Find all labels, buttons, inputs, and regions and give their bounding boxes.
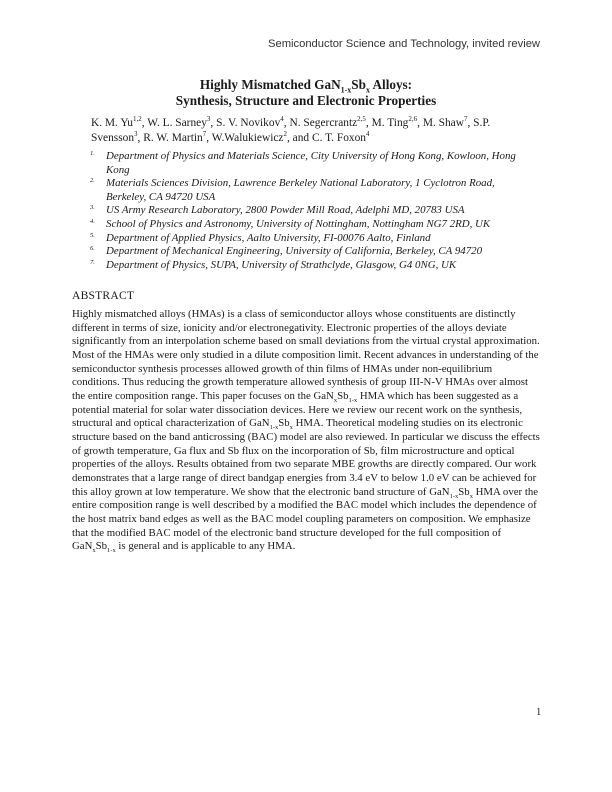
abstract-body: Highly mismatched alloys (HMAs) is a class of semiconductor alloys whose constituents are distinctly different in terms of size, ionicity and/or electronegativity. Electronic properties of the alloys deviate significantly from an interpolation scheme based on small deviations from the virtual crystal approximation. Most of the HMAs were only studied in a dilute composition limit. Recent advances in understanding of the semiconductor synthesis processes allowed growth of thin films of HMAs under non-equilibrium conditions. Thus reducing the growth temperature allowed synthesis of group III-N-V HMAs over almost the entire composition range. This paper focuses on the $GaN_xSb_{1-x}$ HMA which has been suggested as a potential material for solar water dissociation devices. Here we review our recent work on the synthesis, structural and optical characterization of $GaN_{1-x}Sb_x$ HMA. Theoretical modeling studies on its electronic structure based on the band anticrossing (BAC) model are also reviewed. In particular we discuss the effects of growth temperature, Ga flux and Sb flux on the incorporation of Sb, film microstructure and optical properties of the alloys. Results obtained from two separate MBE growths are directly compared. Our work demonstrates that a large range of direct bandgap energies from 3.4 eV to below 1.0 eV can be achieved for this alloy grown at low temperature. We show that the electronic band structure of $GaN_{1-x}Sb_x$ HMA over the entire composition range is well described by a modified the BAC model which includes the dependence of the host matrix band edges as well as the BAC model coupling parameters on composition. We emphasize that the modified BAC model of the electronic band structure developed for the full composition of $GaN_xSb_{1-x}$ is general and is applicable to any HMA. <box>72 308 540 555</box>
affiliation-item <box>90 259 530 273</box>
abstract-heading: ABSTRACT <box>72 289 135 302</box>
affiliation-number: 3. <box>90 204 95 212</box>
affiliation-number: 7. <box>90 258 95 266</box>
affiliation-item <box>90 232 530 246</box>
affiliation-item <box>90 177 530 204</box>
affiliation-number: 5. <box>90 231 95 239</box>
running-header: Semiconductor Science and Technology, invited review <box>268 38 540 50</box>
affiliation-text: Department of Mechanical Engineering, University of California, Berkeley, CA 94720 <box>106 245 483 258</box>
page-number: 1 <box>536 707 542 718</box>
affiliation-item <box>90 218 530 232</box>
affiliation-number: 4. <box>90 217 95 225</box>
author-list: K. M. Yu$^{1,2}$, W. L. Sarney$^3$, S. V. Novikov$^4$, N. Segercrantz$^{2,5}$, M. Ting$^{2,6}$, M. Shaw$^7$, S.P. Svensson$^3$, R. W. Martin$^7$, W.Walukiewicz$^2$, and C. T. Foxon$^4$ <box>91 115 491 144</box>
affiliation-item <box>90 150 530 177</box>
affiliation-text: Materials Sciences Division, Lawrence Berkeley National Laboratory, 1 Cyclotron Road, Berkeley, CA 94720 USA <box>106 177 495 203</box>
affiliation-text: Department of Applied Physics, Aalto University, FI-00076 Aalto, Finland <box>106 231 431 244</box>
affiliation-text: Department of Physics and Materials Science, City University of Hong Kong, Kowloon, Hong Kong <box>106 150 516 176</box>
affiliation-text: Department of Physics, SUPA, University of Strathclyde, Glasgow, G4 0NG, UK <box>106 258 457 271</box>
affiliation-text: US Army Research Laboratory, 2800 Powder Mill Road, Adelphi MD, 20783 USA <box>106 204 465 217</box>
affiliation-number: 1. <box>90 150 95 157</box>
affiliation-number: 2. <box>90 177 95 185</box>
paper-title <box>0 77 612 109</box>
affiliation-item <box>90 204 530 218</box>
affiliation-list <box>90 150 530 272</box>
title-line-1: Highly Mismatched $GaN_{1-x}Sb_x$ Alloys: <box>199 77 413 95</box>
title-line-2: Synthesis, Structure and Electronic Properties <box>175 93 437 108</box>
affiliation-number: 6. <box>90 245 95 253</box>
affiliation-item <box>90 245 530 259</box>
affiliation-text: School of Physics and Astronomy, University of Nottingham, Nottingham NG7 2RD, UK <box>106 217 491 230</box>
